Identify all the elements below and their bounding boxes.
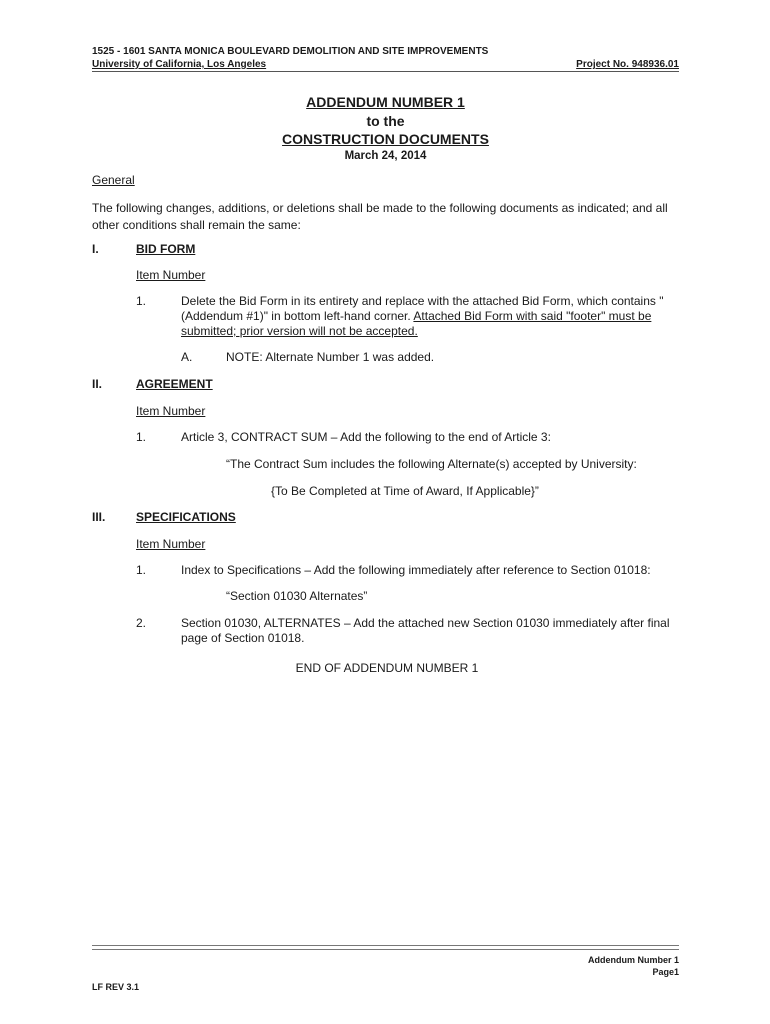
addendum-date: March 24, 2014 <box>344 150 427 162</box>
footer-revision: LF REV 3.1 <box>92 982 140 992</box>
footer-divider <box>92 945 679 946</box>
section-numeral: III. <box>92 510 106 524</box>
footer-addendum: Addendum Number 1 <box>587 955 679 965</box>
item-text: Article 3, CONTRACT SUM – Add the following to the end of Article 3: <box>181 430 551 444</box>
item-number-label: Item Number <box>136 404 206 418</box>
sub-item-text: NOTE: Alternate Number 1 was added. <box>226 350 435 364</box>
section-heading-bid-form: BID FORM <box>136 242 196 256</box>
header-project-number: Project No. 948936.01 <box>576 59 679 70</box>
item-number-label: Item Number <box>136 537 206 551</box>
item-text <box>181 294 681 339</box>
header-project-title: 1525 - 1601 SANTA MONICA BOULEVARD DEMOLITION AND SITE IMPROVEMENTS <box>92 46 489 57</box>
footer-divider <box>92 949 679 950</box>
item-number: 1. <box>136 563 147 577</box>
general-heading: General <box>92 173 135 187</box>
item-text: Section 01030, ALTERNATES – Add the attached new Section 01030 immediately after final page of Section 01018. <box>181 616 670 645</box>
section-heading-agreement: AGREEMENT <box>136 377 213 391</box>
general-text: The following changes, additions, or deletions shall be made to the following documents as indicated; and all other conditions shall remain the same: <box>92 201 668 232</box>
section-numeral: II. <box>92 377 103 391</box>
quote-text: “Section 01030 Alternates” <box>226 589 368 603</box>
item-number: 1. <box>136 430 147 444</box>
item-text-underlined: Attached Bid Form with said "footer" must be submitted; prior version will not be accepted. <box>181 309 652 338</box>
addendum-title: ADDENDUM NUMBER 1 <box>306 94 465 110</box>
item-number-label: Item Number <box>136 268 206 282</box>
quote-text: “The Contract Sum includes the following Alternate(s) accepted by University: <box>226 457 637 471</box>
item-number: 1. <box>136 294 147 308</box>
section-heading-specifications: SPECIFICATIONS <box>136 510 236 524</box>
item-number: 2. <box>136 616 147 630</box>
sub-item-letter: A. <box>181 350 193 364</box>
quote-text: {To Be Completed at Time of Award, If Applicable}” <box>271 484 539 498</box>
end-of-addendum: END OF ADDENDUM NUMBER 1 <box>295 661 479 675</box>
header-university: University of California, Los Angeles <box>92 59 267 70</box>
title-connector: to the <box>366 113 405 129</box>
document-title: CONSTRUCTION DOCUMENTS <box>282 131 489 147</box>
item-text: Index to Specifications – Add the following immediately after reference to Section 01018: <box>181 563 651 577</box>
header-divider <box>92 71 679 72</box>
section-numeral: I. <box>92 242 99 256</box>
item-text-plain: Delete the Bid Form in its entirety and replace with the attached Bid Form, which contains "(Addendum #1)" in bottom left-hand corner. <box>181 294 664 323</box>
footer-page-number: Page1 <box>652 967 679 977</box>
